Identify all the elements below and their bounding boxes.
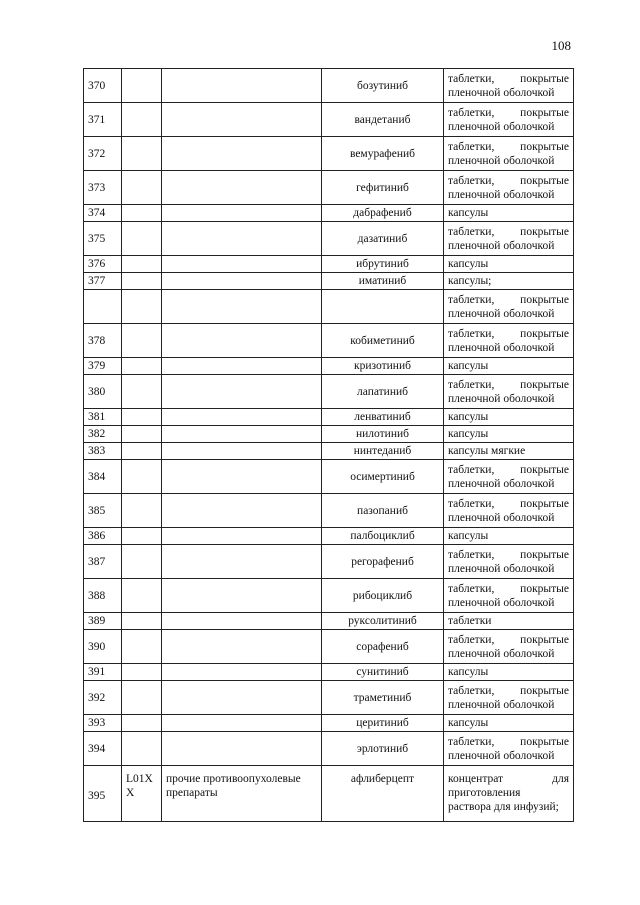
dosage-form-word: покрытые (520, 684, 569, 697)
drug-name: иматиниб (322, 273, 444, 290)
row-number: 377 (84, 273, 122, 290)
atc-code (122, 409, 162, 426)
row-number: 370 (84, 69, 122, 103)
anatomical-group (162, 290, 322, 324)
anatomical-group (162, 426, 322, 443)
dosage-form-word: покрытые (520, 174, 569, 187)
dosage-form-word: покрытые (520, 72, 569, 85)
anatomical-group (162, 443, 322, 460)
dosage-form-word: таблетки, (448, 463, 495, 476)
dosage-form (444, 664, 574, 681)
drug-name: палбоциклиб (322, 528, 444, 545)
dosage-form-line: пленочной оболочкой (448, 120, 555, 133)
dosage-form (444, 256, 574, 273)
drug-name: гефитиниб (322, 171, 444, 205)
atc-code (122, 579, 162, 613)
row-number: 393 (84, 715, 122, 732)
dosage-form-line (448, 174, 569, 188)
dosage-form (444, 375, 574, 409)
anatomical-group (162, 256, 322, 273)
dosage-form-line (448, 463, 569, 477)
dosage-form (444, 494, 574, 528)
dosage-form-line: пленочной оболочкой (448, 307, 555, 320)
row-number: 383 (84, 443, 122, 460)
table-row (84, 494, 574, 528)
dosage-form-word: таблетки, (448, 72, 495, 85)
dosage-form-text: капсулы (448, 428, 489, 440)
anatomical-group (162, 613, 322, 630)
drug-table-body (84, 69, 574, 822)
drug-name: дазатиниб (322, 222, 444, 256)
atc-code (122, 545, 162, 579)
dosage-form-word: таблетки, (448, 684, 495, 697)
dosage-form-text: таблетки (448, 615, 492, 627)
row-number: 384 (84, 460, 122, 494)
dosage-form-word: для (552, 773, 569, 785)
row-number: 388 (84, 579, 122, 613)
drug-name: ибрутиниб (322, 256, 444, 273)
drug-name: ленватиниб (322, 409, 444, 426)
table-row (84, 137, 574, 171)
atc-code (122, 222, 162, 256)
row-number: 376 (84, 256, 122, 273)
dosage-form-text: капсулы (448, 530, 489, 542)
dosage-form-word: таблетки, (448, 106, 495, 119)
anatomical-group (162, 732, 322, 766)
atc-code (122, 375, 162, 409)
table-row (84, 579, 574, 613)
atc-code (122, 324, 162, 358)
dosage-form (444, 290, 574, 324)
dosage-form (444, 732, 574, 766)
drug-name: кризотиниб (322, 358, 444, 375)
table-row (84, 103, 574, 137)
anatomical-group (162, 528, 322, 545)
drug-name: нилотиниб (322, 426, 444, 443)
dosage-form-line: пленочной оболочкой (448, 562, 555, 575)
atc-code (122, 681, 162, 715)
atc-code (122, 358, 162, 375)
anatomical-group: прочие противоопухолевые препараты (162, 766, 322, 822)
row-number: 381 (84, 409, 122, 426)
dosage-form-word: таблетки, (448, 582, 495, 595)
dosage-form-word: покрытые (520, 327, 569, 340)
dosage-form-line (448, 378, 569, 392)
dosage-form-word: таблетки, (448, 225, 495, 238)
atc-code (122, 256, 162, 273)
drug-name: кобиметиниб (322, 324, 444, 358)
table-row (84, 290, 574, 324)
anatomical-group (162, 69, 322, 103)
dosage-form (444, 358, 574, 375)
anatomical-group (162, 171, 322, 205)
dosage-form-word: таблетки, (448, 548, 495, 561)
table-row (84, 630, 574, 664)
drug-name: вандетаниб (322, 103, 444, 137)
dosage-form-line: пленочной оболочкой (448, 86, 555, 99)
drug-name: бозутиниб (322, 69, 444, 103)
dosage-form (444, 137, 574, 171)
atc-code (122, 715, 162, 732)
dosage-form-word: покрытые (520, 293, 569, 306)
dosage-form-word: покрытые (520, 106, 569, 119)
table-row (84, 69, 574, 103)
drug-table (83, 68, 574, 822)
dosage-form-line: пленочной оболочкой (448, 698, 555, 711)
drug-name: пазопаниб (322, 494, 444, 528)
dosage-form-word: таблетки, (448, 497, 495, 510)
dosage-form (444, 273, 574, 290)
dosage-form-text: капсулы (448, 717, 489, 729)
drug-name: вемурафениб (322, 137, 444, 171)
dosage-form (444, 69, 574, 103)
anatomical-group (162, 579, 322, 613)
dosage-form-line: пленочной оболочкой (448, 647, 555, 660)
atc-code (122, 290, 162, 324)
row-number: 372 (84, 137, 122, 171)
anatomical-group (162, 460, 322, 494)
dosage-form (444, 715, 574, 732)
row-number (84, 290, 122, 324)
row-number: 389 (84, 613, 122, 630)
table-row (84, 443, 574, 460)
atc-code (122, 273, 162, 290)
dosage-form-line (448, 72, 569, 86)
atc-code (122, 528, 162, 545)
anatomical-group (162, 324, 322, 358)
dosage-form-line (448, 327, 569, 341)
drug-name: осимертиниб (322, 460, 444, 494)
table-row (84, 222, 574, 256)
dosage-form-line: пленочной оболочкой (448, 392, 555, 405)
dosage-form-line: пленочной оболочкой (448, 188, 555, 201)
row-number: 379 (84, 358, 122, 375)
dosage-form-text: капсулы; (448, 275, 492, 287)
row-number: 371 (84, 103, 122, 137)
table-row (84, 681, 574, 715)
dosage-form-line (448, 106, 569, 120)
atc-code (122, 613, 162, 630)
anatomical-group (162, 205, 322, 222)
dosage-form-word: таблетки, (448, 633, 495, 646)
anatomical-group (162, 545, 322, 579)
anatomical-group (162, 358, 322, 375)
dosage-form-line (448, 548, 569, 562)
atc-code (122, 69, 162, 103)
atc-code (122, 494, 162, 528)
dosage-form (444, 545, 574, 579)
atc-code (122, 630, 162, 664)
dosage-form-line (448, 582, 569, 596)
atc-code: L01X X (122, 766, 162, 822)
drug-name: нинтеданиб (322, 443, 444, 460)
dosage-form-word: покрытые (520, 582, 569, 595)
anatomical-group (162, 715, 322, 732)
atc-code (122, 460, 162, 494)
dosage-form-line (448, 497, 569, 511)
row-number: 375 (84, 222, 122, 256)
dosage-form-line (448, 293, 569, 307)
drug-name: рибоциклиб (322, 579, 444, 613)
dosage-form-word: покрытые (520, 548, 569, 561)
atc-code (122, 103, 162, 137)
row-number: 394 (84, 732, 122, 766)
table-row (84, 460, 574, 494)
row-number: 390 (84, 630, 122, 664)
atc-code (122, 426, 162, 443)
table-row (84, 358, 574, 375)
dosage-form-word: таблетки, (448, 735, 495, 748)
dosage-form-line: приготовления (448, 787, 521, 799)
page-number: 108 (551, 38, 571, 53)
dosage-form-text: капсулы мягкие (448, 445, 526, 457)
dosage-form-word: покрытые (520, 225, 569, 238)
row-number: 380 (84, 375, 122, 409)
atc-code (122, 171, 162, 205)
table-row (84, 375, 574, 409)
dosage-form-line (448, 772, 569, 786)
anatomical-group (162, 273, 322, 290)
table-row (84, 409, 574, 426)
dosage-form (444, 222, 574, 256)
dosage-form-text: капсулы (448, 411, 489, 423)
row-number: 391 (84, 664, 122, 681)
dosage-form-line (448, 225, 569, 239)
dosage-form-word: покрытые (520, 140, 569, 153)
dosage-form (444, 681, 574, 715)
row-number: 382 (84, 426, 122, 443)
dosage-form-line (448, 140, 569, 154)
dosage-form-word: таблетки, (448, 174, 495, 187)
drug-name: эрлотиниб (322, 732, 444, 766)
dosage-form (444, 630, 574, 664)
table-row (84, 613, 574, 630)
dosage-form-line: пленочной оболочкой (448, 239, 555, 252)
drug-name (322, 290, 444, 324)
anatomical-group (162, 494, 322, 528)
anatomical-group (162, 137, 322, 171)
dosage-form (444, 426, 574, 443)
dosage-form-word: таблетки, (448, 327, 495, 340)
dosage-form-text: капсулы (448, 360, 489, 372)
table-row (84, 528, 574, 545)
anatomical-group (162, 222, 322, 256)
row-number: 373 (84, 171, 122, 205)
dosage-form-text: капсулы (448, 258, 489, 270)
dosage-form-word: покрытые (520, 378, 569, 391)
dosage-form-word: покрытые (520, 633, 569, 646)
dosage-form (444, 613, 574, 630)
row-number: 374 (84, 205, 122, 222)
dosage-form (444, 443, 574, 460)
dosage-form-line (448, 735, 569, 749)
dosage-form (444, 460, 574, 494)
atc-code (122, 205, 162, 222)
drug-name: афлиберцепт (322, 766, 444, 822)
row-number: 392 (84, 681, 122, 715)
table-row (84, 205, 574, 222)
dosage-form-line: раствора для инфузий; (448, 801, 559, 813)
table-row (84, 171, 574, 205)
dosage-form-line: пленочной оболочкой (448, 477, 555, 490)
anatomical-group (162, 409, 322, 426)
table-row (84, 426, 574, 443)
atc-code (122, 443, 162, 460)
drug-name: сорафениб (322, 630, 444, 664)
dosage-form-text: капсулы (448, 666, 489, 678)
dosage-form (444, 528, 574, 545)
dosage-form-word: таблетки, (448, 293, 495, 306)
drug-name: дабрафениб (322, 205, 444, 222)
table-row (84, 766, 574, 822)
dosage-form-line: пленочной оболочкой (448, 154, 555, 167)
dosage-form-word: покрытые (520, 497, 569, 510)
dosage-form-line: пленочной оболочкой (448, 749, 555, 762)
drug-name: лапатиниб (322, 375, 444, 409)
row-number: 395 (84, 766, 122, 822)
dosage-form-line: пленочной оболочкой (448, 596, 555, 609)
dosage-form (444, 409, 574, 426)
drug-name: руксолитиниб (322, 613, 444, 630)
table-row (84, 664, 574, 681)
dosage-form (444, 205, 574, 222)
dosage-form (444, 579, 574, 613)
row-number: 378 (84, 324, 122, 358)
anatomical-group (162, 681, 322, 715)
atc-code (122, 732, 162, 766)
table-row (84, 732, 574, 766)
row-number: 385 (84, 494, 122, 528)
dosage-form-word: таблетки, (448, 140, 495, 153)
drug-name: траметиниб (322, 681, 444, 715)
dosage-form-word: концентрат (448, 773, 504, 785)
anatomical-group (162, 664, 322, 681)
atc-code (122, 664, 162, 681)
table-row (84, 715, 574, 732)
table-row (84, 324, 574, 358)
dosage-form (444, 171, 574, 205)
dosage-form-line: пленочной оболочкой (448, 341, 555, 354)
dosage-form (444, 766, 574, 822)
row-number: 387 (84, 545, 122, 579)
anatomical-group (162, 103, 322, 137)
table-row (84, 273, 574, 290)
dosage-form-word: покрытые (520, 463, 569, 476)
dosage-form-line: пленочной оболочкой (448, 511, 555, 524)
dosage-form (444, 103, 574, 137)
table-row (84, 256, 574, 273)
drug-name: регорафениб (322, 545, 444, 579)
table-row (84, 545, 574, 579)
atc-code (122, 137, 162, 171)
dosage-form-line (448, 633, 569, 647)
dosage-form-line (448, 684, 569, 698)
dosage-form-text: капсулы (448, 207, 489, 219)
drug-name: церитиниб (322, 715, 444, 732)
dosage-form (444, 324, 574, 358)
anatomical-group (162, 630, 322, 664)
row-number: 386 (84, 528, 122, 545)
dosage-form-word: покрытые (520, 735, 569, 748)
anatomical-group (162, 375, 322, 409)
dosage-form-word: таблетки, (448, 378, 495, 391)
drug-name: сунитиниб (322, 664, 444, 681)
